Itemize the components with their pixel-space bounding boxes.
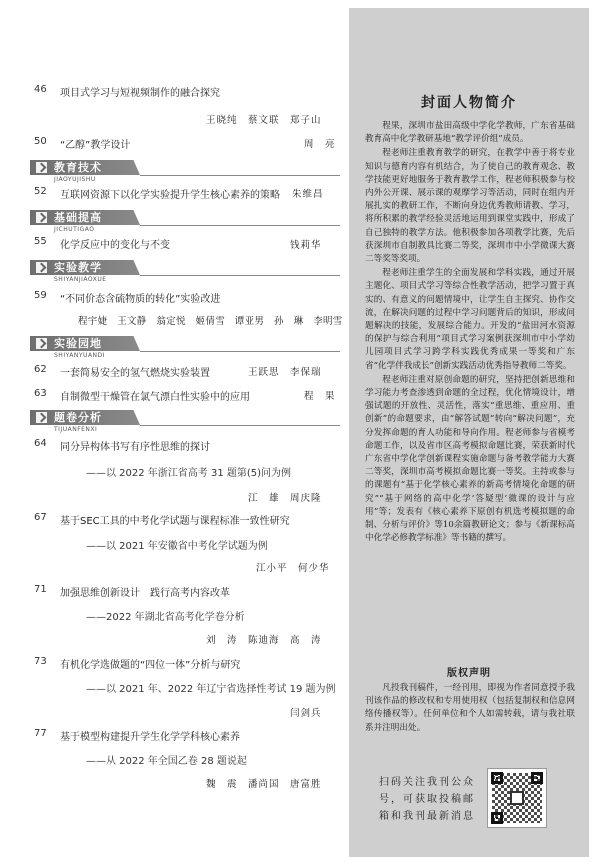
article-title[interactable]: 有机化学选做题的“四位一体”分析与研究 [60, 660, 241, 671]
check-icon [36, 262, 47, 273]
cover-person-bio [365, 120, 575, 547]
check-icon [36, 338, 47, 349]
bio-paragraph: 程老师注重对原创命题的研究，坚持把创新思维和学习能力考查渗透到命题的全过程，优化情境设计，增强试题的开放性、灵活性，落实“重思维、重应用、重创新”的命题要求，由“解答试题”转向“解决问题”，充分发挥命题的育人功能和导向作用。程老师参与省模考命题工作，以及省市区高考模拟命题比赛，荣获新时代广东省中学化学创新课程实施命题与备考教学能力大赛二等奖，深圳市高考模拟命题比赛一等奖。主持或参与的课题有“基于化学核心素养的新高考情境化命题的研究”“基于网络的高中化学‘答疑型’微课的设计与应用”等；发表有《核心素养下原创有机选考模拟题的命制、分析与评价》等10余篇教研论文；参与《新课标高中化学必修教学标准》等书籍的撰写。 [365, 374, 575, 544]
qr-finder [491, 812, 503, 824]
section-label: 实验园地 [54, 337, 102, 350]
page-number: 71 [34, 584, 47, 595]
article-authors: 王跃思 李保瑞 [248, 367, 322, 378]
section-label: 基础提高 [54, 211, 102, 224]
article-title[interactable]: 互联网资源下以化学实验提升学生核心素养的策略 [60, 190, 280, 201]
section-pinyin: JIAOYUJISHU [54, 176, 96, 183]
qr-center-logo [510, 791, 524, 805]
bio-paragraph: 程果，深圳市盐田高级中学化学教师，广东省基础教育高中化学教研基地“教学评价组”成员。 [365, 121, 575, 145]
article-authors: 钱莉华 [290, 240, 322, 251]
cover-person-panel [349, 8, 589, 857]
section-header-experiment-garden [30, 334, 340, 360]
section-rule [140, 175, 340, 176]
section-pinyin: JICHUTIGAO [54, 226, 95, 233]
article-title[interactable]: 同分异构体书写有序性思维的探讨 [60, 442, 210, 453]
page-number: 63 [34, 388, 47, 399]
page-number: 50 [34, 136, 47, 147]
article-authors: 程宇婕 王文静 翁定悦 姬倩雪 谭亚男 孙 琳 李明雪 [78, 316, 343, 327]
check-icon [36, 162, 47, 173]
article-title[interactable]: 一套简易安全的氢气燃烧实验装置 [60, 368, 210, 379]
bio-paragraph: 程老师注重学生的全面发展和学科实践，通过开展主题化、项目式学习等综合性教学活动，把学习置于真实的、有意义的问题情境中，让学生自主探究、协作交流，在解决问题的过程中学习问题背后的知识，形成问题解决的技能，发展综合能力。开发的“盐田河水资源的保护与综合利用”项目式学习案例获深圳市中小学幼儿园项目式学习跨学科实践优秀成果一等奖和广东省“化学伴我成长”创新实践活动优秀指导教师二等奖。 [365, 268, 575, 371]
article-authors: 刘 涛 陈迪海 高 涛 [206, 635, 322, 646]
article-authors: 王晓纯 蔡文联 郑子山 [206, 115, 322, 126]
cover-person-heading: 封面人物简介 [421, 95, 517, 111]
article-subtitle: ——从 2022 年全国乙卷 28 题说起 [86, 756, 247, 767]
qr-finder [491, 772, 503, 784]
section-rule [140, 275, 340, 276]
article-title[interactable]: 基于SEC工具的中考化学试题与课程标准一致性研究 [60, 516, 290, 527]
article-authors: 江小平 何少华 [256, 563, 330, 574]
section-pinyin: TIJUANFENXI [54, 426, 98, 433]
page-number: 46 [34, 84, 47, 95]
article-title[interactable]: 项目式学习与短视频制作的融合探究 [60, 88, 220, 99]
check-icon [36, 412, 47, 423]
section-rule [140, 351, 340, 352]
section-label: 实验教学 [54, 261, 102, 274]
bio-paragraph: 程老师注重教育教学的研究，在教学中善于将专业知识与德育内容有机结合，为了使自己的教育观念、教学技能更好地服务于教育教学工作，程老师积极参与校内外公开课、展示课的观摩学习等活动，同时在组内开展扎实的教研工作，不断向身边优秀教师请教、学习，将所积累的教学经验灵活地运用到课堂实践中，形成了自己独特的教学方法。他积极参加各项教学比赛，先后获深圳市自制教具比赛二等奖，深圳市中小学微课大赛二等奖等奖项。 [365, 148, 575, 265]
article-subtitle: ——以 2021 年、2022 年辽宁省选择性考试 19 题为例 [86, 684, 336, 695]
page-number: 62 [34, 364, 47, 375]
section-pinyin: SHIYANYUANDI [54, 352, 105, 359]
article-title[interactable]: 基于模型构建提升学生化学学科核心素养 [60, 732, 240, 743]
section-label: 题卷分析 [54, 411, 102, 424]
copyright-text: 凡投我刊稿件，一经刊用，即视为作者同意授予我刊该作品的修改权和专用使用权（包括复制权和信息网络传播权等）。任何单位和个人如需转载，请与我社联系并注明出处。 [365, 683, 575, 733]
section-header-foundation [30, 208, 340, 234]
article-authors: 周 亮 [304, 139, 336, 150]
section-header-exam-analysis [30, 408, 340, 434]
section-rule [140, 225, 340, 226]
article-subtitle: ——以 2021 年安徽省中考化学试题为例 [86, 541, 268, 552]
article-title[interactable]: 加强思维创新设计 践行高考内容改革 [60, 588, 230, 599]
qr-caption: 扫码关注我刊公众号，可获取投稿邮箱和我刊最新消息 [379, 777, 475, 822]
article-subtitle: ——2022 年湖北省高考化学卷分析 [86, 612, 245, 623]
article-authors: 闫剑兵 [290, 708, 322, 719]
section-header-experiment-teaching [30, 258, 340, 284]
article-authors: 朱维昌 [292, 189, 324, 200]
page-number: 73 [34, 656, 47, 667]
check-icon [36, 212, 47, 223]
qr-code-icon[interactable] [487, 768, 547, 828]
qr-finder [531, 772, 543, 784]
article-title[interactable]: 化学反应中的变化与不变 [60, 240, 170, 251]
article-authors: 程 果 [304, 391, 336, 402]
article-authors: 江 雄 周庆隆 [248, 493, 322, 504]
article-title[interactable]: 自制微型干燥管在氯气漂白性实验中的应用 [60, 392, 250, 403]
page-number: 59 [34, 290, 47, 301]
page-number: 67 [34, 512, 47, 523]
copyright-heading: 版权声明 [447, 668, 491, 679]
section-header-education-technology [30, 158, 340, 184]
section-rule [140, 425, 340, 426]
article-title[interactable]: “乙醇”教学设计 [60, 140, 131, 151]
section-label: 教育技术 [54, 161, 102, 174]
section-pinyin: SHIYANJIAOXUE [54, 276, 107, 283]
page-number: 52 [34, 186, 47, 197]
page-number: 77 [34, 728, 47, 739]
page-number: 64 [34, 438, 47, 449]
article-authors: 魏 震 潘尚国 唐富胜 [206, 779, 322, 790]
article-title[interactable]: “不同价态含硫物质的转化”实验改进 [60, 294, 221, 305]
article-subtitle: ——以 2022 年浙江省高考 31 题第(5)问为例 [86, 468, 292, 479]
page-number: 55 [34, 236, 47, 247]
